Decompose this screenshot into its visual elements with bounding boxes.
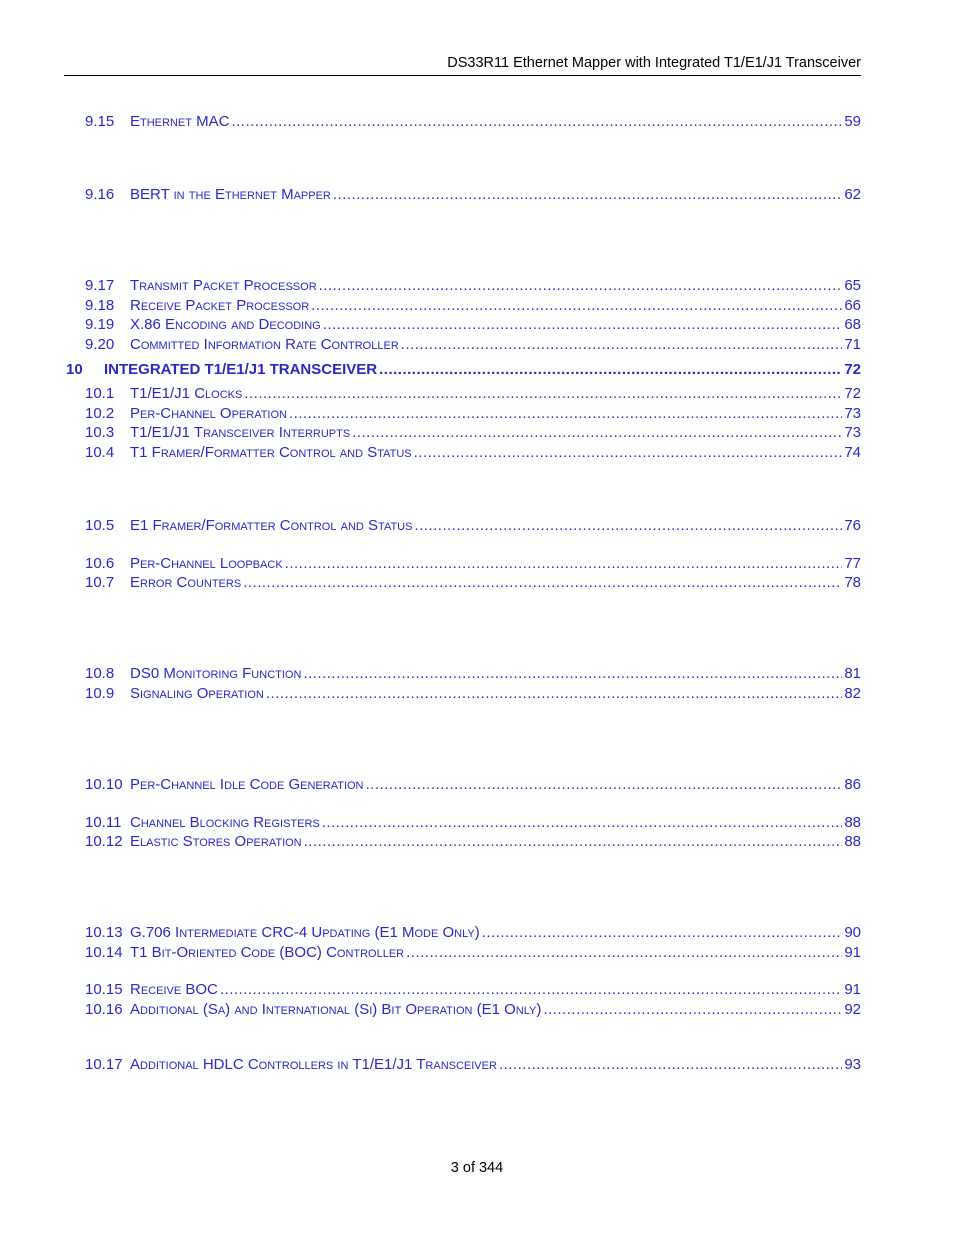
toc-entry-number: 10.6: [85, 555, 115, 572]
toc-entry-page: 86: [844, 776, 861, 793]
toc-entry-page: 71: [844, 336, 861, 353]
toc-entry-page: 88: [844, 833, 861, 850]
dot-leader: [220, 980, 842, 1000]
toc-entry-number: 9.20: [85, 336, 115, 353]
dot-leader: [322, 813, 843, 833]
toc-entry-number: 9.19: [85, 316, 115, 333]
toc-entry-title: T1 Bit-Oriented Code (BOC) Controller: [130, 944, 405, 961]
toc-entry-title: BERT in the Ethernet Mapper: [130, 186, 331, 203]
toc-entry-title: T1/E1/J1 Transceiver Interrupts: [130, 424, 351, 441]
dot-leader: [319, 276, 843, 296]
toc-entry-number: 9.15: [85, 113, 115, 130]
toc-entry-number: 10.17: [85, 1056, 123, 1073]
toc-entry-title: X.86 Encoding and Decoding: [130, 316, 321, 333]
toc-entry-10-12[interactable]: [66, 832, 861, 852]
toc-entry-page: 73: [844, 424, 861, 441]
dot-leader: [499, 1055, 842, 1075]
dot-leader: [379, 360, 842, 380]
toc-entry-9-15[interactable]: [66, 112, 861, 132]
toc-entry-10-5[interactable]: [66, 516, 861, 536]
toc-entry-title: INTEGRATED T1/E1/J1 TRANSCEIVER: [104, 361, 378, 378]
toc-entry-10-1[interactable]: [66, 384, 861, 404]
toc-entry-number: 10.15: [85, 981, 123, 998]
toc-entry-page: 68: [844, 316, 861, 333]
toc-entry-title: Additional HDLC Controllers in T1/E1/J1 Transceiver: [130, 1056, 497, 1073]
toc-entry-number: 9.17: [85, 277, 115, 294]
dot-leader: [482, 923, 843, 943]
toc-entry-number: 9.16: [85, 186, 115, 203]
toc-entry-page: 65: [844, 277, 861, 294]
dot-leader: [366, 775, 843, 795]
toc-entry-page: 77: [844, 555, 861, 572]
toc-entry-number: 10.12: [85, 833, 123, 850]
toc-entry-title: Signaling Operation: [130, 685, 264, 702]
toc-entry-10-10[interactable]: [66, 775, 861, 795]
toc-entry-title: Per-Channel Loopback: [130, 555, 283, 572]
toc-entry-10-13[interactable]: [66, 923, 861, 943]
toc-entry-title: G.706 Intermediate CRC-4 Updating (E1 Mode Only): [130, 924, 480, 941]
toc-entry-number: 10.13: [85, 924, 123, 941]
toc-entry-page: 91: [844, 981, 861, 998]
toc-entry-10-4[interactable]: [66, 443, 861, 463]
toc-entry-title: Channel Blocking Registers: [130, 814, 320, 831]
toc-entry-title: T1 Framer/Formatter Control and Status: [130, 444, 412, 461]
toc-entry-9-20[interactable]: [66, 335, 861, 355]
dot-leader: [231, 112, 842, 132]
toc-entry-number: 10.3: [85, 424, 115, 441]
toc-entry-title: Committed Information Rate Controller: [130, 336, 399, 353]
toc-entry-10-15[interactable]: [66, 980, 861, 1000]
toc-entry-10-14[interactable]: [66, 943, 861, 963]
dot-leader: [266, 684, 842, 704]
toc-entry-title: Per-Channel Operation: [130, 405, 287, 422]
toc-entry-number: 9.18: [85, 297, 115, 314]
toc-entry-page: 93: [844, 1056, 861, 1073]
toc-entry-title: E1 Framer/Formatter Control and Status: [130, 517, 413, 534]
dot-leader: [323, 315, 843, 335]
toc-entry-number: 10.2: [85, 405, 115, 422]
toc-entry-10-16[interactable]: [66, 1000, 861, 1020]
toc-entry-page: 81: [844, 665, 861, 682]
toc-entry-page: 78: [844, 574, 861, 591]
toc-entry-page: 91: [844, 944, 861, 961]
toc-entry-number: 10.11: [85, 814, 122, 831]
dot-leader: [543, 1000, 842, 1020]
toc-entry-title: Per-Channel Idle Code Generation: [130, 776, 364, 793]
toc-entry-number: 10.9: [85, 685, 115, 702]
toc-entry-number: 10.10: [85, 776, 123, 793]
toc-entry-page: 88: [844, 814, 861, 831]
toc-entry-10-8[interactable]: [66, 664, 861, 684]
toc-entry-page: 74: [844, 444, 861, 461]
toc-entry-9-17[interactable]: [66, 276, 861, 296]
page-number: 3 of 344: [450, 1160, 504, 1176]
toc-chapter-10[interactable]: [66, 360, 861, 380]
toc-entry-page: 82: [844, 685, 861, 702]
toc-entry-number: 10.16: [85, 1001, 123, 1018]
toc-entry-title: Ethernet MAC: [130, 113, 230, 130]
header-divider: [64, 75, 861, 76]
dot-leader: [303, 664, 842, 684]
toc-entry-title: Receive BOC: [130, 981, 218, 998]
dot-leader: [311, 296, 842, 316]
toc-entry-page: 66: [844, 297, 861, 314]
dot-leader: [333, 185, 842, 205]
toc-entry-number: 10.4: [85, 444, 115, 461]
toc-entry-title: Receive Packet Processor: [130, 297, 310, 314]
toc-entry-10-7[interactable]: [66, 573, 861, 593]
toc-entry-10-2[interactable]: [66, 404, 861, 424]
toc-entry-9-18[interactable]: [66, 296, 861, 316]
toc-entry-10-6[interactable]: [66, 554, 861, 574]
dot-leader: [243, 573, 842, 593]
toc-entry-number: 10.5: [85, 517, 115, 534]
toc-entry-title: DS0 Monitoring Function: [130, 665, 302, 682]
dot-leader: [289, 404, 842, 424]
toc-entry-title: Elastic Stores Operation: [130, 833, 302, 850]
dot-leader: [406, 943, 842, 963]
toc-entry-10-17[interactable]: [66, 1055, 861, 1075]
toc-entry-number: 10.8: [85, 665, 115, 682]
toc-entry-page: 73: [844, 405, 861, 422]
toc-entry-title: T1/E1/J1 Clocks: [130, 385, 243, 402]
dot-leader: [414, 516, 842, 536]
document-title: DS33R11 Ethernet Mapper with Integrated T1/E1/J1 Transceiver: [447, 55, 861, 71]
toc-entry-page: 76: [844, 517, 861, 534]
dot-leader: [401, 335, 843, 355]
toc-entry-page: 72: [844, 385, 861, 402]
toc-entry-9-19[interactable]: [66, 315, 861, 335]
toc-entry-page: 90: [844, 924, 861, 941]
dot-leader: [304, 832, 843, 852]
toc-entry-page: 59: [844, 113, 861, 130]
toc-entry-page: 62: [844, 186, 861, 203]
toc-entry-title: Additional (Sa) and International (Si) Bit Operation (E1 Only): [130, 1001, 542, 1018]
toc-entry-number: 10.14: [85, 944, 123, 961]
toc-entry-10-3[interactable]: [66, 423, 861, 443]
toc-entry-10-9[interactable]: [66, 684, 861, 704]
toc-entry-number: 10.7: [85, 574, 115, 591]
toc-entry-number: 10.1: [85, 385, 115, 402]
dot-leader: [285, 554, 843, 574]
toc-entry-9-16[interactable]: [66, 185, 861, 205]
dot-leader: [414, 443, 843, 463]
toc-entry-title: Error Counters: [130, 574, 242, 591]
dot-leader: [244, 384, 842, 404]
toc-entry-page: 92: [844, 1001, 861, 1018]
toc-entry-title: Transmit Packet Processor: [130, 277, 317, 294]
toc-entry-10-11[interactable]: [66, 813, 861, 833]
toc-entry-page: 72: [844, 361, 861, 378]
dot-leader: [352, 423, 842, 443]
toc-entry-number: 10: [66, 361, 83, 378]
